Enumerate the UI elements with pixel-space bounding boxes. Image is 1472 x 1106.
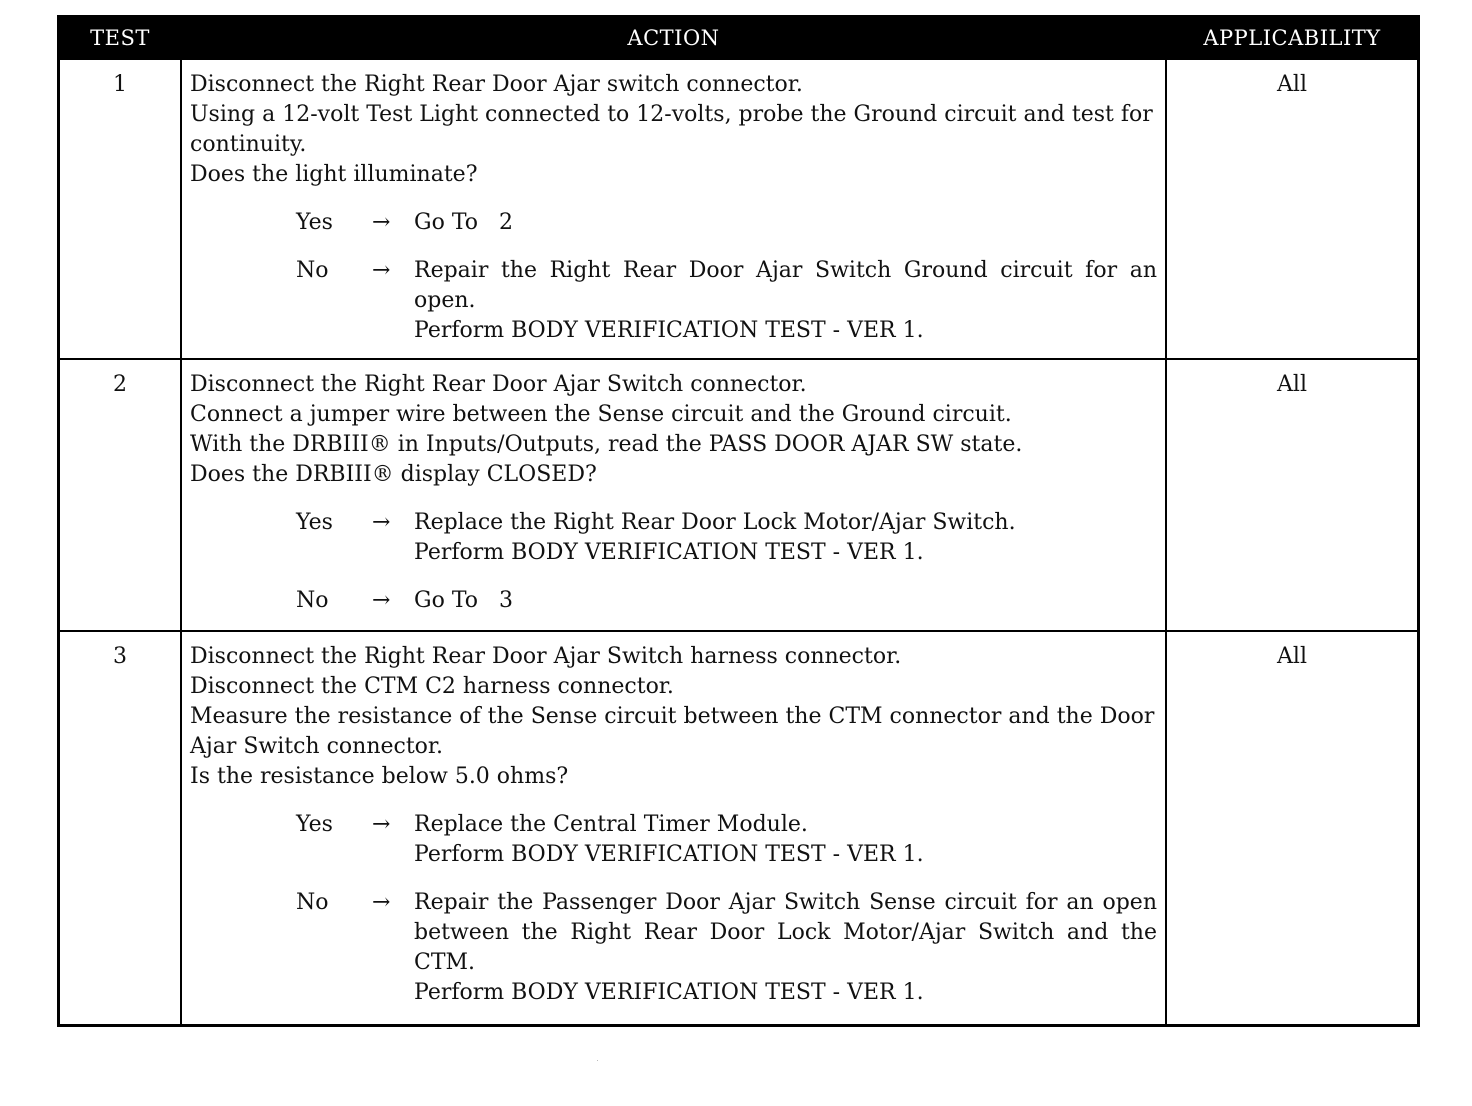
result-line: Repair the Passenger Door Ajar Switch Sense circuit for an open between the Right Rear Door Lock Motor/Ajar Switch and the CTM. <box>414 890 1164 975</box>
result-line: Repair the Right Rear Door Ajar Switch Ground circuit for an open. <box>414 258 1164 313</box>
test-number: 1 <box>113 72 127 97</box>
action-line: Is the resistance below 5.0 ohms? <box>190 764 569 789</box>
test-number: 3 <box>113 644 127 669</box>
applicability: All <box>1277 644 1307 669</box>
result-label: Yes <box>296 210 333 235</box>
action-line: Disconnect the CTM C2 harness connector. <box>190 674 674 699</box>
result-line: Go To 3 <box>414 588 513 613</box>
result-no <box>190 256 1164 346</box>
result-line: Perform BODY VERIFICATION TEST - VER 1. <box>414 318 924 343</box>
action-cell <box>180 60 1167 358</box>
action-line: Does the DRBIII® display CLOSED? <box>190 462 597 487</box>
action-line: Measure the resistance of the Sense circuit between the CTM connector and the Door Ajar Switch connector. <box>190 704 1155 759</box>
action-cell <box>180 360 1167 630</box>
action-line: Does the light illuminate? <box>190 162 478 187</box>
table-row <box>60 630 1417 1024</box>
result-line: Perform BODY VERIFICATION TEST - VER 1. <box>414 842 924 867</box>
action-line: With the DRBIII® in Inputs/Outputs, read the PASS DOOR AJAR SW state. <box>190 432 1023 457</box>
header-applicability: APPLICABILITY <box>1203 26 1381 50</box>
arrow-icon: → <box>372 588 391 613</box>
action-line: Using a 12-volt Test Light connected to 12-volts, probe the Ground circuit and test for continuity. <box>190 102 1153 157</box>
speck <box>597 1060 598 1061</box>
result-label: Yes <box>296 510 333 535</box>
result-line: Perform BODY VERIFICATION TEST - VER 1. <box>414 980 924 1005</box>
result-no <box>190 586 1157 616</box>
result-no <box>190 888 1164 1008</box>
table-header <box>60 18 1417 58</box>
action-cell <box>180 632 1167 1024</box>
arrow-icon: → <box>372 210 391 235</box>
test-number: 2 <box>113 372 127 397</box>
arrow-icon: → <box>372 258 391 283</box>
result-yes <box>190 208 1157 238</box>
applicability: All <box>1277 372 1307 397</box>
result-label: Yes <box>296 812 333 837</box>
action-line: Disconnect the Right Rear Door Ajar Switch connector. <box>190 372 807 397</box>
action-line: Disconnect the Right Rear Door Ajar Switch harness connector. <box>190 644 902 669</box>
result-yes <box>190 810 1157 870</box>
header-test: TEST <box>90 26 150 50</box>
action-line: Disconnect the Right Rear Door Ajar switch connector. <box>190 72 803 97</box>
result-line: Perform BODY VERIFICATION TEST - VER 1. <box>414 540 924 565</box>
arrow-icon: → <box>372 510 391 535</box>
diagnostic-test-table <box>57 15 1420 1027</box>
action-line: Connect a jumper wire between the Sense circuit and the Ground circuit. <box>190 402 1012 427</box>
result-label: No <box>296 890 329 915</box>
arrow-icon: → <box>372 812 391 837</box>
result-line: Replace the Right Rear Door Lock Motor/Ajar Switch. <box>414 510 1016 535</box>
applicability: All <box>1277 72 1307 97</box>
arrow-icon: → <box>372 890 391 915</box>
result-label: No <box>296 588 329 613</box>
result-line: Replace the Central Timer Module. <box>414 812 808 837</box>
table-row <box>60 58 1417 358</box>
result-yes <box>190 508 1157 568</box>
result-label: No <box>296 258 329 283</box>
result-line: Go To 2 <box>414 210 513 235</box>
header-action: ACTION <box>627 26 720 50</box>
table-row <box>60 358 1417 630</box>
